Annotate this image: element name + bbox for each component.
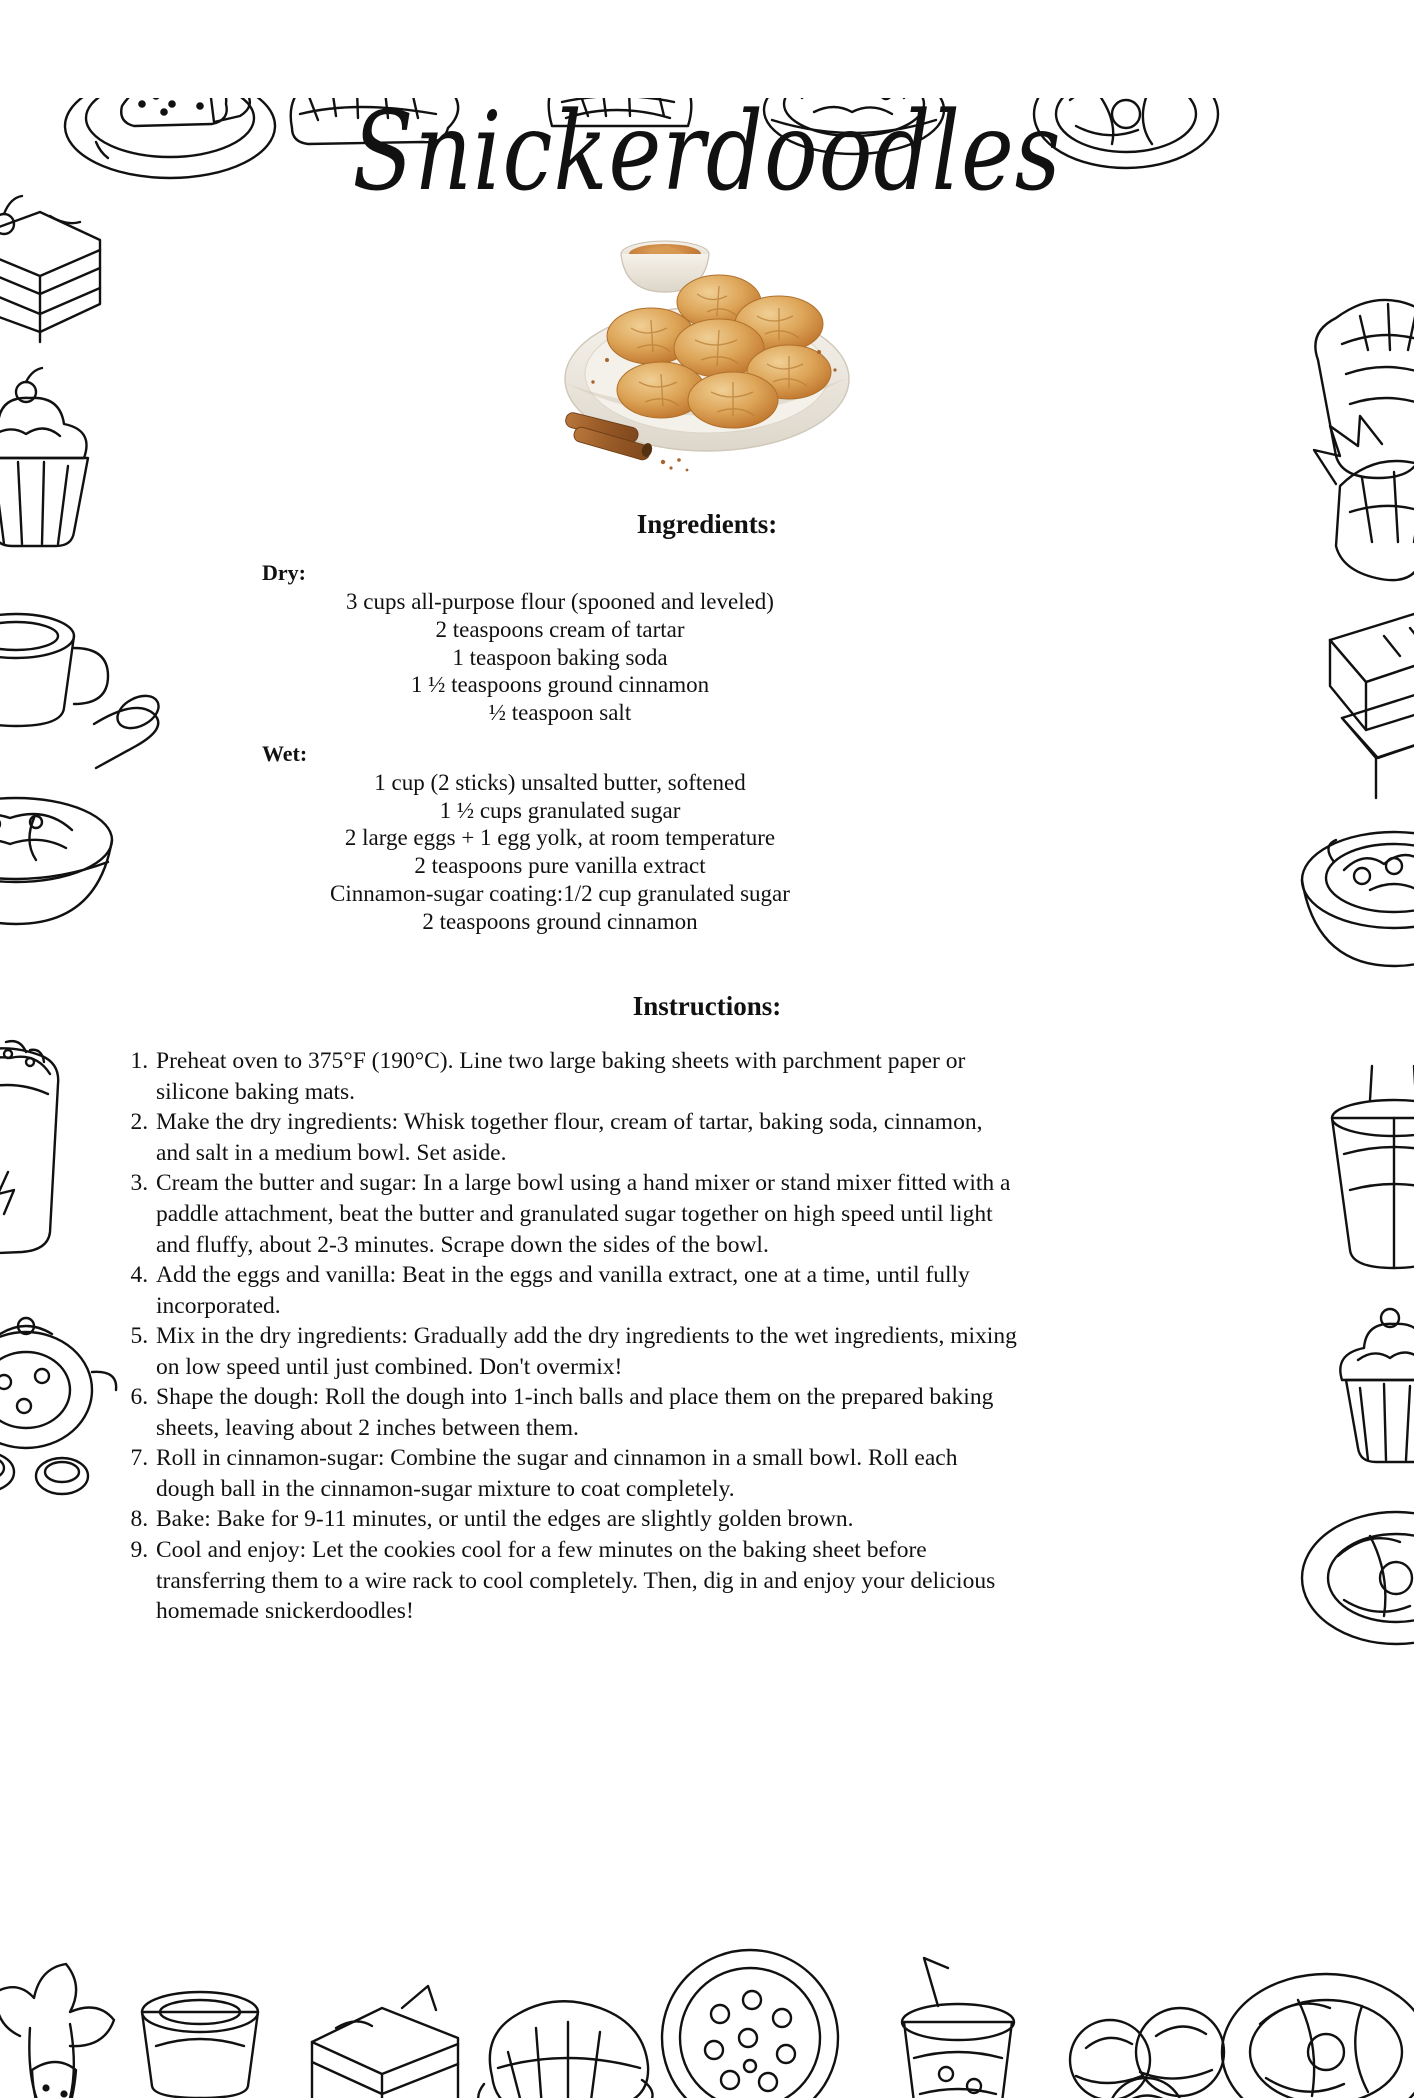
instructions-list <box>128 1046 1018 1626</box>
list-item: 3 cups all-purpose flour (spooned and leveled) <box>346 589 774 614</box>
ingredients-heading: Ingredients: <box>636 509 778 539</box>
list-item: 2 large eggs + 1 egg yolk, at room temperature <box>344 825 776 851</box>
instructions-heading: Instructions: <box>632 991 782 1022</box>
list-item: 2 teaspoons pure vanilla extract <box>414 853 706 878</box>
list-item: 1 ½ teaspoons ground cinnamon <box>410 672 710 698</box>
list-item: 7. Roll in cinnamon-sugar: Combine the sugar and cinnamon in a small bowl. Roll each dough ball in the cinnamon-sugar mixture to coat completely. <box>154 1443 1018 1504</box>
hero-image <box>547 224 867 479</box>
list-item: 6. Shape the dough: Roll the dough into 1-inch balls and place them on the prepared baking sheets, leaving about 2 inches between them. <box>154 1382 1018 1443</box>
list-item: 2 teaspoons ground cinnamon <box>422 908 698 934</box>
list-item: 1 ½ cups granulated sugar <box>439 797 681 823</box>
list-item: 3. Cream the butter and sugar: In a large bowl using a hand mixer or stand mixer fitted with a paddle attachment, beat the butter and granulated sugar together on high speed until light and fluffy, about 2-3 minutes. Scrape down the sides of the bowl. <box>154 1168 1018 1260</box>
page-title: Snickerdoodles <box>352 88 1062 215</box>
ingredient-group-label-wet: Wet: <box>262 740 308 766</box>
list-item: 1. Preheat oven to 375°F (190°C). Line two large baking sheets with parchment paper or silicone baking mats. <box>154 1046 1018 1107</box>
list-item: 1 teaspoon baking soda <box>452 644 668 670</box>
list-item: 1 cup (2 sticks) unsalted butter, softened <box>374 769 746 795</box>
snickerdoodle-plate-illustration <box>547 224 867 479</box>
list-item: 9. Cool and enjoy: Let the cookies cool for a few minutes on the baking sheet before transferring them to a wire rack to cool completely. Then, dig in and enjoy your delicious homemade snickerdoodles! <box>154 1535 1018 1627</box>
ingredient-list-dry <box>0 588 1120 727</box>
ingredients-section <box>0 560 1414 935</box>
list-item: 4. Add the eggs and vanilla: Beat in the eggs and vanilla extract, one at a time, until fully incorporated. <box>154 1260 1018 1321</box>
ingredient-group-label-dry: Dry: <box>262 560 306 585</box>
recipe-page <box>0 88 1414 2098</box>
list-item: Cinnamon-sugar coating:1/2 cup granulated sugar <box>330 880 790 906</box>
list-item: 8. Bake: Bake for 9-11 minutes, or until the edges are slightly golden brown. <box>154 1504 1018 1535</box>
list-item: 5. Mix in the dry ingredients: Gradually add the dry ingredients to the wet ingredients, mixing on low speed until just combined. Don't overmix! <box>154 1321 1018 1382</box>
list-item: 2 teaspoons cream of tartar <box>435 616 685 642</box>
ingredient-list-wet <box>0 769 1120 936</box>
list-item: 2. Make the dry ingredients: Whisk together flour, cream of tartar, baking soda, cinnamon, and salt in a medium bowl. Set aside. <box>154 1107 1018 1168</box>
list-item: ½ teaspoon salt <box>488 700 632 725</box>
